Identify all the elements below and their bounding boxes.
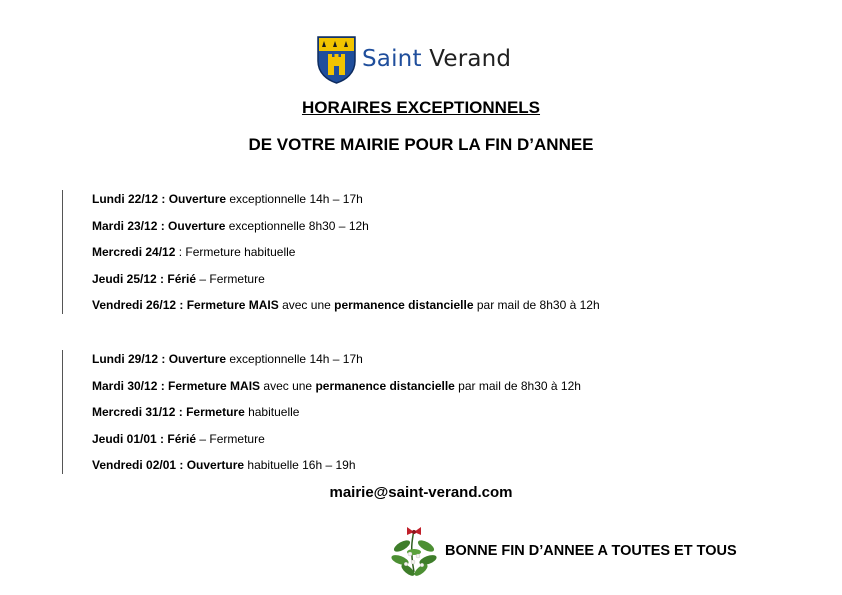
schedule-row bbox=[92, 296, 600, 323]
status-detail: habituelle 16h – 19h bbox=[244, 458, 356, 472]
municipality-logo bbox=[316, 34, 511, 86]
permanence-detail: par mail de 8h30 à 12h bbox=[473, 298, 600, 312]
schedule-row bbox=[92, 217, 600, 244]
status-strong: Ouverture bbox=[168, 192, 227, 206]
status-detail: : Fermeture habituelle bbox=[175, 245, 296, 259]
page-title: HORAIRES EXCEPTIONNELS bbox=[301, 98, 541, 117]
schedule-row bbox=[92, 350, 581, 377]
status-detail: habituelle bbox=[244, 405, 300, 419]
mistletoe-icon bbox=[388, 524, 440, 578]
day-label: Lundi 22/12 : bbox=[92, 192, 169, 206]
schedule-week-2 bbox=[62, 350, 581, 474]
permanence-label: permanence distancielle bbox=[315, 378, 455, 393]
status-strong: Férié bbox=[167, 271, 197, 286]
day-label: Vendredi 26/12 : bbox=[92, 298, 187, 312]
status-strong: Férié bbox=[167, 431, 197, 446]
status-detail: avec une bbox=[278, 298, 335, 312]
permanence-label: permanence distancielle bbox=[334, 298, 474, 312]
day-label: Jeudi 25/12 : bbox=[92, 271, 168, 286]
logo-word-saint: Saint bbox=[362, 46, 422, 72]
status-strong: Fermeture MAIS bbox=[168, 378, 261, 393]
footer-greeting bbox=[388, 524, 737, 578]
day-label: Lundi 29/12 : bbox=[92, 352, 169, 366]
status-strong: Fermeture bbox=[186, 405, 245, 419]
logo-word-verand: Verand bbox=[429, 46, 512, 72]
day-label: Mardi 23/12 : bbox=[92, 218, 169, 233]
status-detail: exceptionnelle 14h – 17h bbox=[226, 352, 363, 366]
day-label: Jeudi 01/01 : bbox=[92, 431, 168, 446]
footer-text: BONNE FIN D’ANNEE A TOUTES ET TOUS bbox=[445, 543, 737, 559]
day-label: Mercredi 24/12 bbox=[92, 245, 176, 259]
schedule-row bbox=[92, 456, 581, 483]
municipality-name bbox=[362, 46, 511, 72]
status-detail: avec une bbox=[260, 378, 316, 393]
status-detail: – Fermeture bbox=[196, 271, 265, 286]
day-label: Mercredi 31/12 : bbox=[92, 405, 187, 419]
page-subtitle: DE VOTRE MAIRIE POUR LA FIN D’ANNEE bbox=[248, 135, 594, 154]
status-strong: Fermeture MAIS bbox=[186, 298, 279, 312]
schedule-row bbox=[92, 430, 581, 457]
day-label: Mardi 30/12 : bbox=[92, 378, 169, 393]
status-strong: Ouverture bbox=[168, 352, 227, 366]
status-detail: – Fermeture bbox=[196, 431, 265, 446]
day-label: Vendredi 02/01 : bbox=[92, 458, 187, 472]
schedule-row bbox=[92, 243, 600, 270]
schedule-week-1 bbox=[62, 190, 600, 314]
schedule-row bbox=[92, 270, 600, 297]
status-detail: exceptionnelle 8h30 – 12h bbox=[225, 218, 369, 233]
coat-of-arms-icon bbox=[316, 35, 357, 85]
status-detail: exceptionnelle 14h – 17h bbox=[226, 192, 363, 206]
schedule-row bbox=[92, 403, 581, 430]
status-strong: Ouverture bbox=[168, 218, 226, 233]
schedule-row bbox=[92, 377, 581, 404]
schedule-row bbox=[92, 190, 600, 217]
status-strong: Ouverture bbox=[186, 458, 245, 472]
permanence-detail: par mail de 8h30 à 12h bbox=[454, 378, 581, 393]
contact-email: mairie@saint-verand.com bbox=[329, 484, 513, 501]
